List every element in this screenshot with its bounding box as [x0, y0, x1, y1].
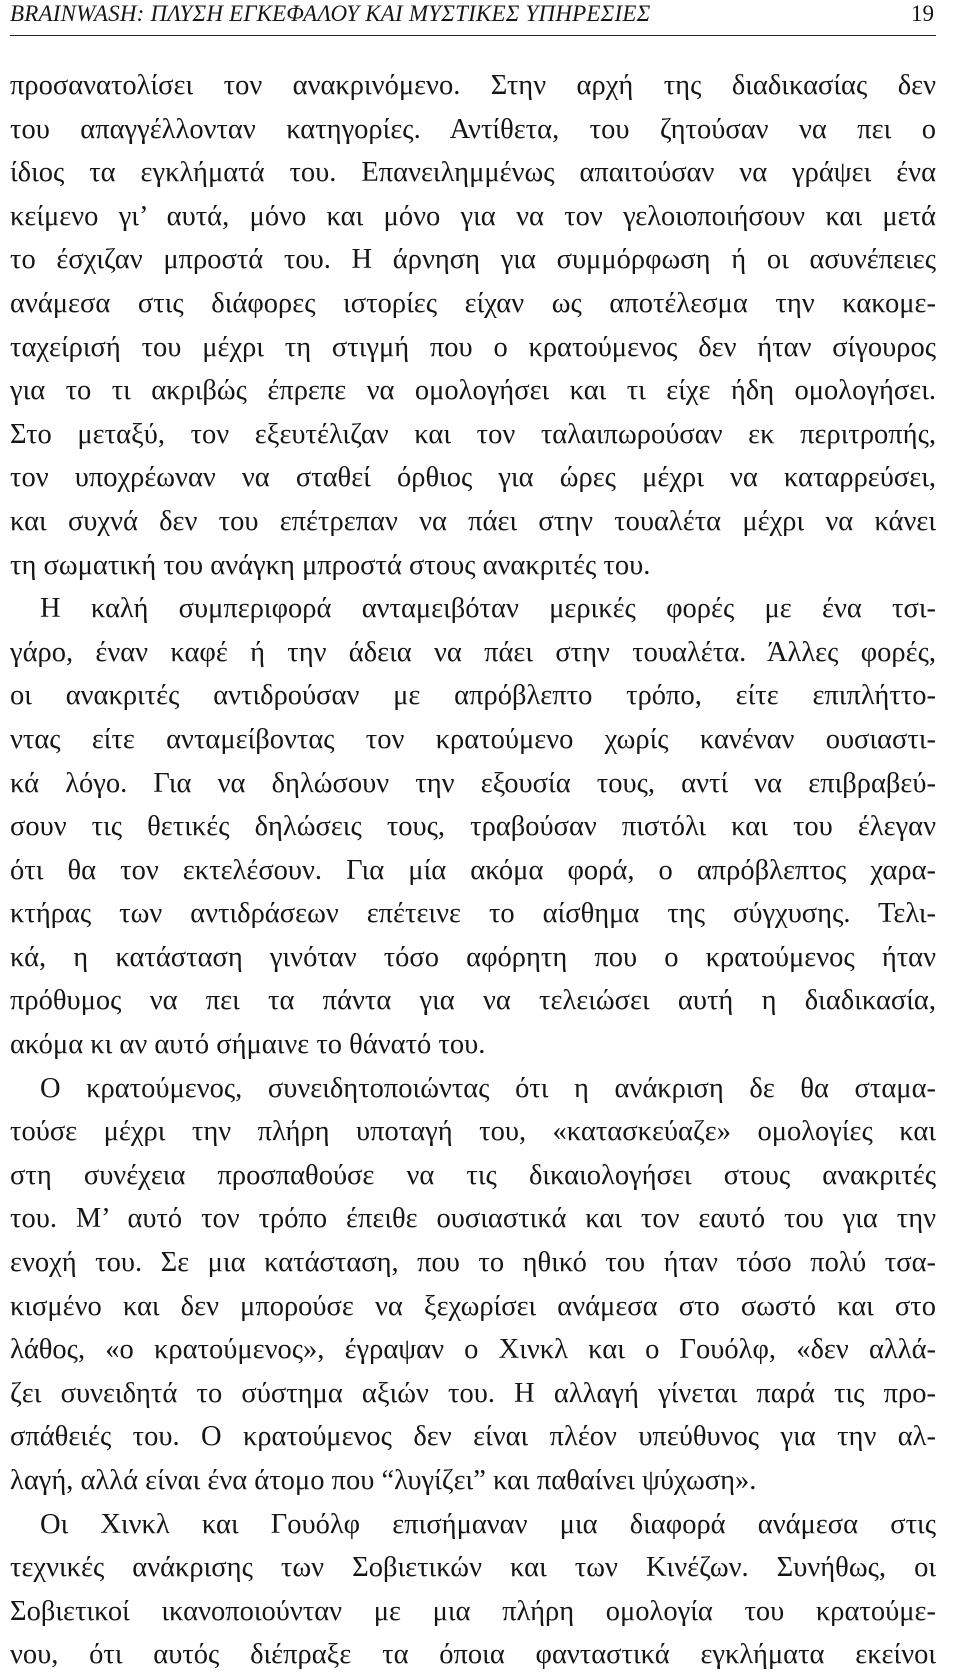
body-text: [10, 64, 936, 1677]
text-line: Σοβιετικοί ικανοποιούνταν με μια πλήρη ομολογία του κρατούμε-: [10, 1595, 936, 1627]
text-line: κά λόγο. Για να δηλώσουν την εξουσία τους, αντί να επιβραβεύ-: [10, 767, 936, 799]
text-line: και συχνά δεν του επέτρεπαν να πάει στην τουαλέτα μέχρι να κάνει: [10, 505, 936, 537]
text-line: για το τι ακριβώς έπρεπε να ομολογήσει και τι είχε ήδη ομολογήσει.: [10, 375, 936, 407]
text-line: κά, η κατάσταση γινόταν τόσο αφόρητη που ο κρατούμενος ήταν: [10, 941, 936, 973]
text-line: στη συνέχεια προσπαθούσε να τις δικαιολογήσει στους ανακριτές: [10, 1159, 936, 1191]
text-line: πρόθυμος να πει τα πάντα για να τελειώσει αυτή η διαδικασία,: [10, 985, 936, 1017]
text-line: Ο κρατούμενος, συνειδητοποιώντας ότι η ανάκριση δε θα σταμα-: [40, 1072, 936, 1104]
text-line: Στο μεταξύ, τον εξευτέλιζαν και τον ταλαιπωρούσαν εκ περιτροπής,: [10, 418, 936, 450]
page-number: 19: [911, 1, 934, 26]
text-line: του. Μ’ αυτό τον τρόπο έπειθε ουσιαστικά και τον εαυτό του για την: [10, 1203, 936, 1235]
text-line: ενοχή του. Σε μια κατάσταση, που το ηθικό του ήταν τόσο πολύ τσα-: [10, 1247, 936, 1279]
text-line: κείμενο γι’ αυτά, μόνο και μόνο για να τον γελοιοποιήσουν και μετά: [10, 200, 936, 232]
text-line: σουν τις θετικές δηλώσεις τους, τραβούσαν πιστόλι και του έλεγαν: [10, 811, 936, 843]
text-line: ανάμεσα στις διάφορες ιστορίες είχαν ως αποτέλεσμα την κακομε-: [10, 287, 936, 319]
text-line: λάθος, «ο κρατούμενος», έγραψαν ο Χινκλ και ο Γουόλφ, «δεν αλλά-: [10, 1334, 936, 1366]
text-line: του απαγγέλλονταν κατηγορίες. Αντίθετα, του ζητούσαν να πει ο: [10, 113, 936, 145]
text-line: οι ανακριτές αντιδρούσαν με απρόβλεπτο τρόπο, είτε επιπλήττο-: [10, 680, 936, 712]
text-line: τούσε μέχρι την πλήρη υποταγή του, «κατασκεύαζε» ομολογίες και: [10, 1116, 936, 1148]
running-header: [10, 0, 936, 36]
text-line: νου, ότι αυτός διέπραξε τα όποια φανταστικά εγκλήματα εκείνοι: [10, 1639, 936, 1671]
running-header-title: BRAINWASH: ΠΛΥΣΗ ΕΓΚΕΦΑΛΟΥ ΚΑΙ ΜΥΣΤΙΚΕΣ ΥΠΗΡΕΣΙΕΣ: [10, 1, 651, 26]
text-line: προσανατολίσει τον ανακρινόμενο. Στην αρχή της διαδικασίας δεν: [10, 70, 936, 101]
text-line: τον υποχρέωναν να σταθεί όρθιος για ώρες μέχρι να καταρρεύσει,: [10, 462, 936, 494]
text-line: ότι θα τον εκτελέσουν. Για μία ακόμα φορά, ο απρόβλεπτος χαρα-: [10, 854, 936, 886]
text-line: ταχείρισή του μέχρι τη στιγμή που ο κρατούμενος δεν ήταν σίγουρος: [10, 331, 936, 363]
text-line: τεχνικές ανάκρισης των Σοβιετικών και των Κινέζων. Συνήθως, οι: [10, 1552, 936, 1584]
text-line: ίδιος τα εγκλήματά του. Επανειλημμένως απαιτούσαν να γράψει ένα: [10, 157, 936, 189]
text-line: γάρο, έναν καφέ ή την άδεια να πάει στην τουαλέτα. Άλλες φορές,: [10, 636, 936, 668]
text-line: ακόμα κι αν αυτό σήμαινε το θάνατό του.: [10, 1029, 486, 1061]
text-line: το έσχιζαν μπροστά του. Η άρνηση για συμμόρφωση ή οι ασυνέπειες: [10, 244, 936, 276]
text-line: ντας είτε ανταμείβοντας τον κρατούμενο χωρίς κανέναν ουσιαστι-: [10, 723, 936, 755]
text-line: λαγή, αλλά είναι ένα άτομο που “λυγίζει” και παθαίνει ψύχωση».: [10, 1465, 757, 1496]
text-line: κτήρας των αντιδράσεων επέτεινε το αίσθημα της σύγχυσης. Τελι-: [10, 898, 936, 930]
text-line: Οι Χινκλ και Γουόλφ επισήμαναν μια διαφορά ανάμεσα στις: [40, 1508, 936, 1540]
text-line: Η καλή συμπεριφορά ανταμειβόταν μερικές φορές με ένα τσι-: [40, 593, 936, 625]
text-line: κισμένο και δεν μπορούσε να ξεχωρίσει ανάμεσα στο σωστό και στο: [10, 1290, 936, 1322]
text-line: σπάθειές του. Ο κρατούμενος δεν είναι πλέον υπεύθυνος για την αλ-: [10, 1421, 936, 1453]
text-line: τη σωματική του ανάγκη μπροστά στους ανακριτές του.: [10, 549, 651, 581]
text-line: ζει συνειδητά το σύστημα αξιών του. Η αλλαγή γίνεται παρά τις προ-: [10, 1377, 936, 1409]
